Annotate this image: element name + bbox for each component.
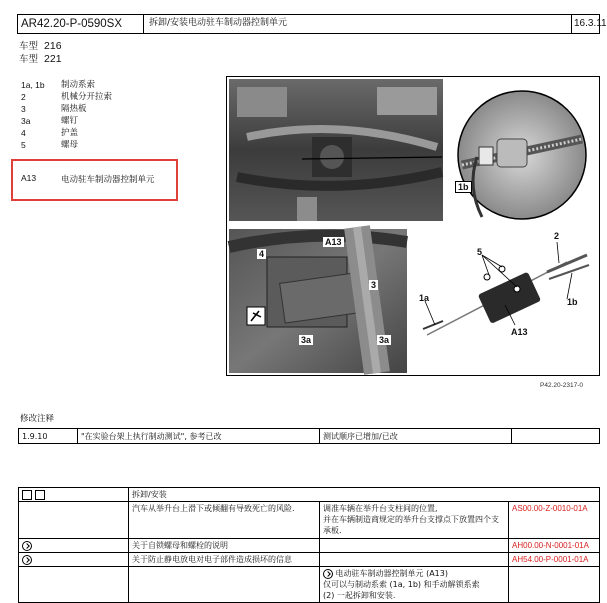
legend-item: 3a 螺钉 — [21, 116, 79, 126]
legend-list — [21, 79, 201, 151]
label-1b-top: 1b — [455, 181, 472, 193]
legend-item: 5 螺母 — [21, 140, 79, 150]
installation-icon — [35, 490, 45, 500]
revision-title: 修改注释 — [20, 414, 55, 424]
ops-action-note: 电动驻车制动器控制单元 (A13) 仅可以与制动系索 (1a, 1b) 和手动解锁系索 (2) 一起拆卸和安装. — [320, 567, 509, 603]
legend-item: 2 机械分开拉索 — [21, 92, 113, 102]
ops-text: 关于防止静电放电对电子部件造成损坏的信息 — [129, 553, 320, 567]
revision-extra — [512, 429, 600, 444]
model-line-1: 车型 216 — [19, 40, 62, 52]
ops-text: 汽车从举升台上滑下或倾翻有导致死亡的风险. — [129, 502, 320, 539]
ops-action: 调准车辆在举升台支柱间的位置, 并在车辆制造商规定的举升台支撑点下放置四个支承板. — [320, 502, 509, 539]
legend-item: 4 护盖 — [21, 128, 79, 138]
info-arrow-icon — [323, 569, 333, 579]
legend-item: 3 隔热板 — [21, 104, 87, 114]
table-row — [19, 539, 600, 553]
label-5: 5 — [477, 247, 483, 257]
legend-item: 1a, 1b 制动系索 — [21, 80, 96, 90]
removal-icon — [22, 490, 32, 500]
revision-change: 测试顺序已增加/已改 — [320, 429, 512, 444]
revision-note: "在实验台架上执行制动测试", 参考已改 — [78, 429, 320, 444]
label-3: 3 — [371, 280, 377, 290]
revision-date: 1.9.10 — [19, 429, 78, 444]
ops-action — [320, 553, 509, 567]
ops-text: 关于自锁螺母和螺栓的说明 — [129, 539, 320, 553]
label-1a: 1a — [419, 293, 430, 303]
table-row — [19, 567, 600, 603]
doc-number: AR42.20-P-0590SX — [18, 15, 144, 33]
table-row — [19, 502, 600, 539]
figure-caption: P42.20-2317-0 — [540, 382, 584, 389]
label-2: 2 — [554, 231, 560, 241]
ops-icons-cell — [19, 488, 129, 502]
label-4: 4 — [259, 249, 265, 259]
parts-figure — [226, 76, 600, 376]
ops-header-label: 拆卸/安装 — [129, 488, 600, 502]
info-arrow-icon — [22, 555, 32, 565]
ops-ref-link[interactable]: AS00.00-Z-0010-01A — [509, 502, 600, 539]
label-3a-right: 3a — [379, 335, 390, 345]
document-header — [17, 14, 607, 34]
legend-item-a13: A13 电动驻车制动器控制单元 — [21, 173, 155, 185]
table-row — [19, 429, 600, 444]
label-a13-diagram: A13 — [511, 327, 528, 337]
table-row — [19, 488, 600, 502]
revision-table — [18, 428, 600, 444]
doc-title: 拆卸/安装电动驻车制动器控制单元 — [144, 15, 572, 33]
parts-illustration — [227, 77, 599, 375]
info-arrow-icon — [22, 541, 32, 551]
doc-date: 16.3.11 — [574, 18, 607, 29]
operations-table — [18, 487, 600, 603]
ops-ref-link[interactable]: AH00.00-N-0001-01A — [509, 539, 600, 553]
table-row — [19, 553, 600, 567]
ops-action — [320, 539, 509, 553]
label-3a-left: 3a — [301, 335, 312, 345]
label-a13-photo: A13 — [325, 237, 342, 247]
label-1b: 1b — [567, 297, 578, 307]
ops-ref-link[interactable]: AH54.00-P-0001-01A — [509, 553, 600, 567]
model-line-2: 车型 221 — [19, 53, 62, 65]
